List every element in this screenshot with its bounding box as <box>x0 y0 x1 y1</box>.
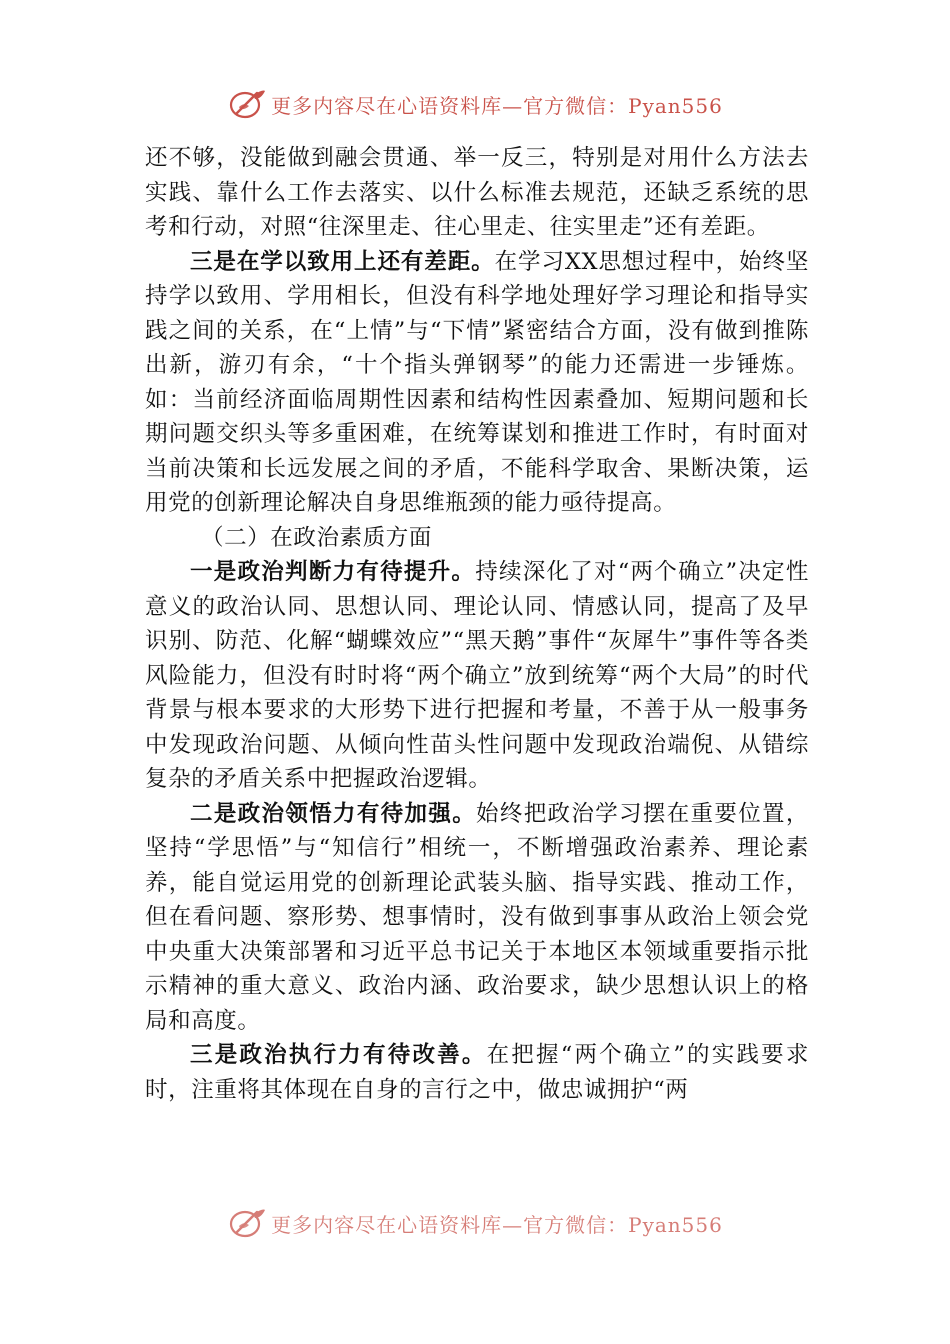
paragraph-text: 持续深化了对“两个确立”决定性意义的政治认同、思想认同、理论认同、情感认同，提高了及早识别、防范、化解“蝴蝶效应”“黑天鹅”事件“灰犀牛”事件等各类风险能力，但没有时时将“两个确立”放到统筹“两个大局”的时代背景与根本要求的大形势下进行把握和考量，不善于从一般事务中发现政治问题、从倾向性苗头性问题中发现政治端倪、从错综复杂的矛盾关系中把握政治逻辑。 <box>145 559 809 792</box>
quill-seal-icon <box>227 1206 267 1240</box>
watermark-header-text: 更多内容尽在心语资料库—官方微信：Pyan556 <box>271 93 723 118</box>
section-heading: （二）在政治素质方面 <box>201 524 433 551</box>
watermark-footer-text: 更多内容尽在心语资料库—官方微信：Pyan556 <box>271 1212 723 1237</box>
paragraph-lead: 二是政治领悟力有待加强。 <box>190 800 477 827</box>
paragraph-text: 始终把政治学习摆在重要位置，坚持“学思悟”与“知信行”相统一，不断增强政治素养、理论素养，能自觉运用党的创新理论武装头脑、指导实践、推动工作，但在看问题、察形势、想事情时，没有做到事事从政治上领会党中央重大决策部署和习近平总书记关于本地区本领域重要指示批示精神的重大意义、政治内涵、政治要求，缺少思想认识上的格局和高度。 <box>145 800 809 1034</box>
paragraph-text: 在学习XX思想过程中，始终坚持学以致用、学用相长，但没有科学地处理好学习理论和指导实践之间的关系，在“上情”与“下情”紧密结合方面，没有做到推陈出新，游刃有余，“十个指头弹钢琴”的能力还需进一步锤炼。如：当前经济面临周期性因素和结构性因素叠加、短期问题和长期问题交织头等多重困难，在统筹谋划和推进工作时，有时面对当前决策和长远发展之间的矛盾，不能科学取舍、果断决策，运用党的创新理论解决自身思维瓶颈的能力亟待提高。 <box>145 248 809 516</box>
watermark-footer <box>0 1203 950 1243</box>
paragraph-political-judgment <box>145 555 809 797</box>
paragraph-study-application <box>145 245 809 521</box>
paragraph-political-comprehension <box>145 797 809 1039</box>
paragraph-political-execution <box>145 1038 809 1107</box>
paragraph-lead: 三是政治执行力有待改善。 <box>190 1042 487 1068</box>
quill-seal-icon <box>227 87 267 121</box>
document-body <box>145 141 809 1107</box>
watermark-header <box>0 84 950 124</box>
paragraph-lead: 三是在学以致用上还有差距。 <box>190 248 495 275</box>
paragraph-text: 在把握“两个确立”的实践要求时，注重将其体现在自身的言行之中，做忠诚拥护“两 <box>145 1042 810 1103</box>
paragraph-lead: 一是政治判断力有待提升。 <box>190 559 476 585</box>
paragraph-continuation: 还不够，没能做到融会贯通、举一反三，特别是对用什么方法去实践、靠什么工作去落实、以什么标准去规范，还缺乏系统的思考和行动，对照“往深里走、往心里走、往实里走”还有差距。 <box>145 145 809 240</box>
